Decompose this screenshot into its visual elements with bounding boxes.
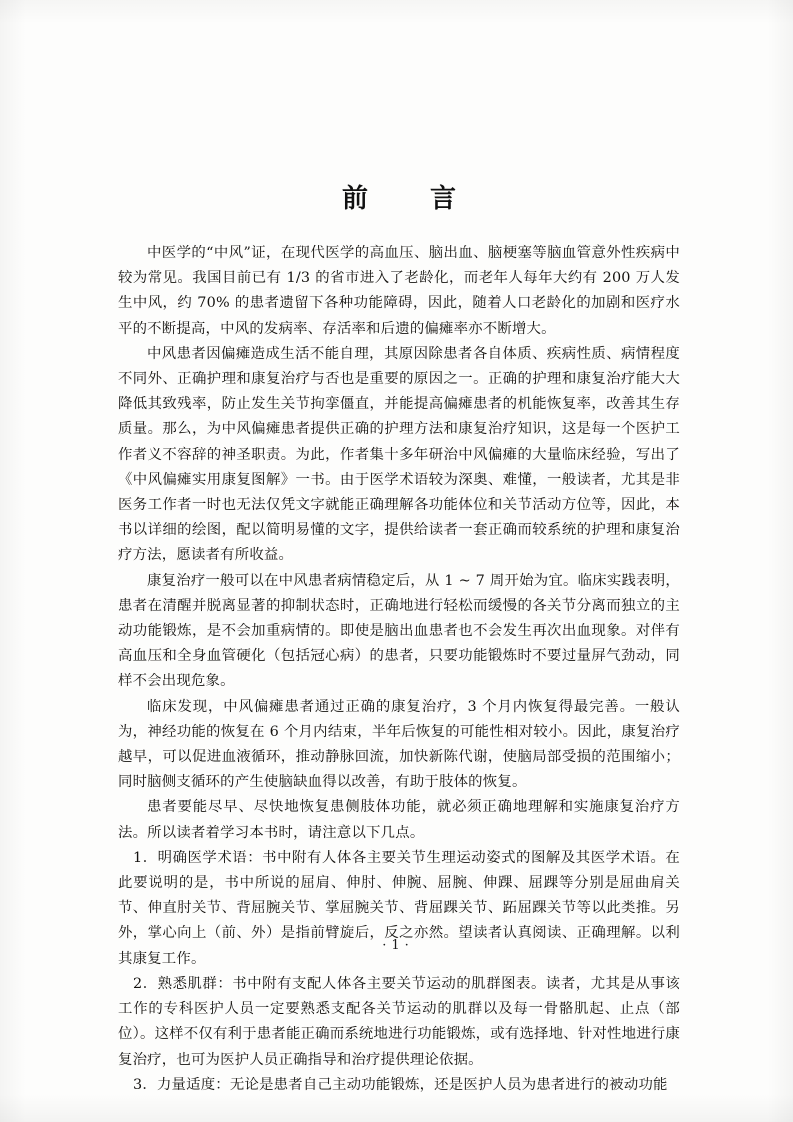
page-content [118,178,680,1098]
numbered-paragraph: 2．熟悉肌群：书中附有支配人体各主要关节运动的肌群图表。读者，尤其是从事该工作的专科医护人员一定要熟悉支配各关节运动的肌群以及每一骨骼肌起、止点（部位）。这样不仅有利于患者能正确而系统地进行功能锻炼，或有选择地、针对性地进行康复治疗，也可为医护人员正确指导和治疗提供理论依据。 [118,975,680,1068]
page-number-dot-left: · [382,938,389,953]
numbered-paragraph: 3．力量适度：无论是患者自己主动功能锻炼，还是医护人员为患者进行的被动功能 [133,1076,668,1093]
page-title: 前 言 [341,184,474,214]
page-number [0,938,793,953]
page-number-dot-right: · [404,938,411,953]
paragraph: 中风患者因偏瘫造成生活不能自理，其原因除患者各自体质、疾病性质、病情程度不同外、正确护理和康复治疗与否也是重要的原因之一。正确的护理和康复治疗能大大降低其致残率，防止发生关节拘挛僵直，并能提高偏瘫患者的机能恢复率，改善其生存质量。那么，为中风偏瘫患者提供正确的护理方法和康复治疗知识，这是每一个医护工作者义不容辞的神圣职责。为此，作者集十多年研治中风偏瘫的大量临床经验，写出了《中风偏瘫实用康复图解》一书。由于医学术语较为深奥、难懂，一般读者，尤其是非医务工作者一时也无法仅凭文字就能正确理解各功能体位和关节活动方位等，因此，本书以详细的绘图，配以简明易懂的文字，提供给读者一套正确而较系统的护理和康复治疗方法，愿读者有所收益。 [118,345,680,564]
paragraph: 中医学的“中风”证，在现代医学的高血压、脑出血、脑梗塞等脑血管意外性疾病中较为常见。我国目前已有 1/3 的省市进入了老龄化，而老年人每年大约有 200 万人发生中风，约 70% 的患者遗留下各种功能障碍，因此，随着人口老龄化的加剧和医疗水平的不断提高，中风的发病率、存活率和后遗的偏瘫率亦不断增大。 [118,245,680,337]
page-number-value: 1 [391,938,402,953]
paragraph: 临床发现，中风偏瘫患者通过正确的康复治疗，3 个月内恢复得最完善。一般认为，神经功能的恢复在 6 个月内结束，半年后恢复的可能性相对较小。因此，康复治疗越早，可以促进血液循环，推动静脉回流，加快新陈代谢，使脑局部受损的范围缩小；同时脑侧支循环的产生使脑缺血得以改善，有助于肢体的恢复。 [118,698,680,791]
numbered-paragraph: 1．明确医学术语：书中附有人体各主要关节生理运动姿式的图解及其医学术语。在此要说明的是，书中所说的屈肩、伸肘、伸腕、屈腕、伸踝、屈踝等分别是屈曲肩关节、伸直肘关节、背屈腕关节、掌屈腕关节、背屈踝关节、跖屈踝关节等以此类推。另外，掌心向上（前、外）是指前臂旋后，反之亦然。望读者认真阅读、正确理解。以利其康复工作。 [118,849,680,967]
paragraph: 康复治疗一般可以在中风患者病情稳定后，从 1 ~ 7 周开始为宜。临床实践表明，患者在清醒并脱离显著的抑制状态时，正确地进行轻松而缓慢的各关节分离而独立的主动功能锻炼，是不会加重病情的。即使是脑出血患者也不会发生再次出血现象。对伴有高血压和全身血管硬化（包括冠心病）的患者，只要功能锻炼时不要过量屏气劲动，同样不会出现危象。 [118,572,680,690]
paragraph: 患者要能尽早、尽快地恢复患侧肢体功能，就必须正确地理解和实施康复治疗方法。所以读者着学习本书时，请注意以下几点。 [118,799,680,841]
